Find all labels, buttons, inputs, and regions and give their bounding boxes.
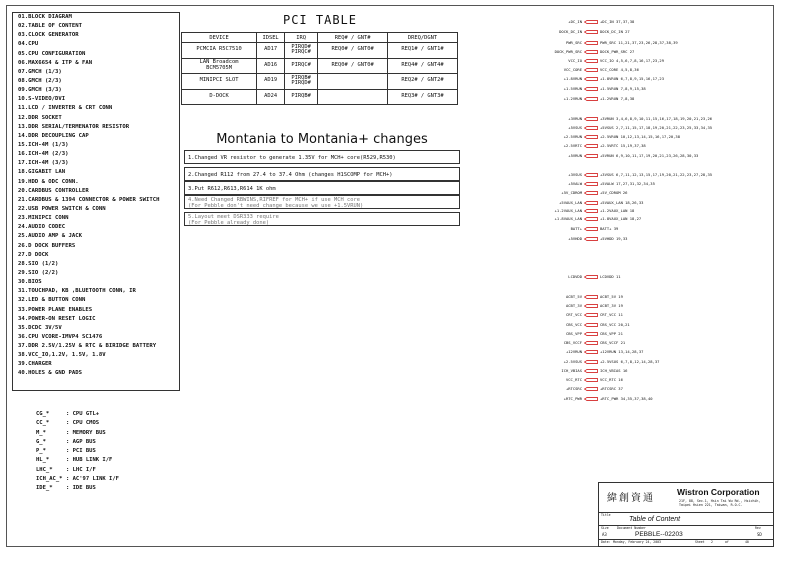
power-connector-icon xyxy=(584,77,598,81)
legend-key: CG_* xyxy=(36,411,50,417)
pci-row xyxy=(182,58,458,74)
legend-row xyxy=(36,438,119,447)
signal-row xyxy=(520,367,780,375)
power-signal-list xyxy=(520,0,780,420)
company-name: Wistron Corporation xyxy=(677,487,760,497)
toc-item: 18.GIGABIT LAN xyxy=(18,169,66,176)
signal-pages: ACBT_5V 19 xyxy=(600,294,623,299)
signal-row xyxy=(520,95,780,103)
signal-row xyxy=(520,376,780,384)
toc-item: 05.CPU CONFIGURATION xyxy=(18,50,86,57)
power-connector-icon xyxy=(584,154,598,158)
divider xyxy=(599,512,773,513)
signal-name: DOCK_DC_IN xyxy=(559,29,582,34)
toc-item: 02.TABLE OF CONTENT xyxy=(18,23,82,30)
pci-row xyxy=(182,74,458,90)
legend-desc: : HUB LINK I/F xyxy=(66,457,113,464)
signal-pages: CBS_VPP 21 xyxy=(600,331,623,336)
signal-row xyxy=(520,142,780,150)
pci-cell: REQ0# / GNT0# xyxy=(318,43,388,59)
power-connector-icon xyxy=(584,97,598,101)
size-value: A3 xyxy=(602,532,607,537)
signal-row xyxy=(520,225,780,233)
title-block xyxy=(598,482,774,547)
power-connector-icon xyxy=(584,182,598,186)
power-connector-icon xyxy=(584,135,598,139)
legend-key: HL_* xyxy=(36,457,50,464)
pci-cell: LAN Broadcom BCM5705M xyxy=(182,58,257,74)
power-connector-icon xyxy=(584,332,598,336)
montania-changes-list xyxy=(184,150,460,232)
signal-pages: BATT+ 39 xyxy=(600,226,619,231)
toc-item: 31.TOUCHPAD, KB ,BLUETOOTH CONN, IR xyxy=(18,288,136,295)
power-connector-icon xyxy=(584,397,598,401)
signal-name: CBS_VPP xyxy=(565,331,582,336)
signal-pages: +3VSUS 6,7,11,12,13,15,17,19,20,21,22,23,27,28,35 xyxy=(600,172,713,177)
pci-table xyxy=(181,32,458,105)
document-title: Table of Content xyxy=(629,516,681,523)
signal-name: ACBT_5V xyxy=(565,294,582,299)
toc-item: 11.LCD / INVERTER & CRT CONN xyxy=(18,105,113,112)
size-label: Size xyxy=(601,526,609,530)
toc-item: 19.HDD & ODC CONN. xyxy=(18,178,79,185)
toc-item: 39.CHARGER xyxy=(18,361,52,368)
toc-item: 23.MINIPCI CONN xyxy=(18,215,69,222)
signal-row xyxy=(520,302,780,310)
signal-row xyxy=(520,339,780,347)
pci-header: DREQ/DGNT xyxy=(388,33,458,43)
signal-name: VCC_CORE xyxy=(563,67,582,72)
pci-cell: PIRQB# xyxy=(285,89,318,105)
toc-item: 27.D DOCK xyxy=(18,251,49,258)
signal-pages: PWR_SRC 11,21,37,23,26,28,37,38,39 xyxy=(600,40,678,45)
signal-name: +1.8VAUX_LAN xyxy=(554,216,582,221)
legend-key: IDE_* xyxy=(36,485,53,492)
signal-name: +5V_CDROM xyxy=(561,190,582,195)
signal-row xyxy=(520,189,780,197)
signal-pages: +RTCSRC 37 xyxy=(600,386,623,391)
toc-item: 06.MAX6654 & ITP & FAN xyxy=(18,59,93,66)
table-of-contents xyxy=(12,12,180,391)
toc-item: 36.CPU VCORE-IMVP4 SC1476 xyxy=(18,333,103,340)
signal-name: PWR_SRC xyxy=(565,40,582,45)
power-connector-icon xyxy=(584,350,598,354)
signal-name: +DC_IN xyxy=(568,19,582,24)
signal-pages: +1.5VRUN 7,8,9,15,38 xyxy=(600,86,646,91)
date-label: Date: xyxy=(601,540,611,544)
pci-cell: PIRQB# PIRQD# xyxy=(285,74,318,90)
signal-name: +2.5VRTC xyxy=(563,143,582,148)
signal-pages: DOCK_DC_IN 27 xyxy=(600,29,630,34)
rev-label: Rev xyxy=(755,526,761,530)
signal-row xyxy=(520,321,780,329)
legend-desc: : AGP BUS xyxy=(66,438,96,445)
signal-row xyxy=(520,395,780,403)
signal-pages: +2.5VRUN 10,12,13,14,15,16,17,20,38 xyxy=(600,134,681,139)
title-label: Title xyxy=(601,513,611,517)
signal-pages: +1.2VRUN 7,8,38 xyxy=(600,96,635,101)
legend-row xyxy=(36,484,119,493)
toc-item: 13.DDR SERIAL/TERMENATOR RESISTOR xyxy=(18,123,130,130)
signal-pages: LCDVDD 11 xyxy=(600,274,621,279)
power-connector-icon xyxy=(584,50,598,54)
legend-key: LHC_* xyxy=(36,466,53,473)
pci-cell: REQ0# / GNT0# xyxy=(318,58,388,74)
toc-item: 04.CPU xyxy=(18,41,39,48)
signal-row xyxy=(520,348,780,356)
toc-item: 29.SIO (2/2) xyxy=(18,269,59,276)
toc-item: 24.AUDIO CODEC xyxy=(18,224,66,231)
legend-key: G_* xyxy=(36,438,46,445)
signal-pages: +5VHDD 19,33 xyxy=(600,236,628,241)
signal-pages: VCC_CORE 4,5,8,36 xyxy=(600,67,639,72)
toc-item: 09.GMCH (3/3) xyxy=(18,87,62,94)
signal-pages: CBS_VCCF 21 xyxy=(600,340,626,345)
signal-row xyxy=(520,133,780,141)
company-logo-chinese: 緯創資通 xyxy=(607,493,655,504)
signal-row xyxy=(520,115,780,123)
toc-item: 16.ICH-4M (2/3) xyxy=(18,151,69,158)
signal-name: ICH_VBIAS xyxy=(561,368,582,373)
power-connector-icon xyxy=(584,20,598,24)
power-connector-icon xyxy=(584,68,598,72)
signal-name: +1.5VRUN xyxy=(563,86,582,91)
pci-cell: PCMCIA R5C7510 xyxy=(182,43,257,59)
power-connector-icon xyxy=(584,126,598,130)
signal-name: ACBT_3V xyxy=(565,303,582,308)
signal-pages: +5V_CDROM 26 xyxy=(600,190,628,195)
pci-cell xyxy=(318,74,388,90)
power-connector-icon xyxy=(584,295,598,299)
legend-desc: : CPU CMOS xyxy=(66,420,100,427)
signal-pages: ACBT_3V 19 xyxy=(600,303,623,308)
pci-header: IDSEL xyxy=(257,33,285,43)
pci-cell: AD24 xyxy=(257,89,285,105)
toc-item: 40.HOLES & GND PADS xyxy=(18,370,82,377)
power-connector-icon xyxy=(584,360,598,364)
legend-desc: : AC'97 LINK I/F xyxy=(66,476,119,483)
power-connector-icon xyxy=(584,209,598,213)
signal-name: +5VAUX_LAN xyxy=(559,200,582,205)
power-connector-icon xyxy=(584,313,598,317)
signal-name: +2.5VRUN xyxy=(563,134,582,139)
signal-name: +RTC_PWR xyxy=(563,396,582,401)
legend-key: P_* xyxy=(36,448,46,455)
signal-name: +12VRUN xyxy=(565,349,582,354)
toc-item: 20.CARDBUS CONTROLLER xyxy=(18,187,89,194)
toc-item: 21.CARDBUS & 1394 CONNECTOR & POWER SWITCH xyxy=(18,196,160,203)
signal-row xyxy=(520,48,780,56)
change-item: 1.Changed VR resistor to generate 1.35V for MCH+ core(R529,R530) xyxy=(184,150,460,164)
signal-pages: +1.8VAUX_LAN 18,27 xyxy=(600,216,642,221)
power-connector-icon xyxy=(584,191,598,195)
signal-row xyxy=(520,75,780,83)
change-item: 4.Need Changed RBWINS,RIFREF for MCH+ if use MCH core (For Pebble don't need change because we use +1.5VRUN) xyxy=(184,195,460,209)
power-connector-icon xyxy=(584,173,598,177)
toc-item: 14.DDR DECOUPLING CAP xyxy=(18,132,89,139)
pci-cell: REQ3# / GNT3# xyxy=(388,89,458,105)
toc-item: 37.DDR 2.5V/1.25V & RTC & BIRIDGE BATTERY xyxy=(18,343,157,350)
legend-row xyxy=(36,419,119,428)
signal-pages: +5VALW 17,27,31,32,34,35 xyxy=(600,181,655,186)
signal-row xyxy=(520,39,780,47)
signal-row xyxy=(520,235,780,243)
company-address: 21F, 88, Sec.1, Hsin Tai Wu Rd., Hsichih, Taipei Hsien 221, Taiwan, R.O.C. xyxy=(679,499,761,508)
signal-name: +2.5VSUS xyxy=(563,359,582,364)
legend-row xyxy=(36,447,119,456)
signal-row xyxy=(520,330,780,338)
signal-name: LCDVDD xyxy=(568,274,582,279)
signal-name: VCC_IO xyxy=(568,58,582,63)
signal-name: +RTCSRC xyxy=(565,386,582,391)
signal-name: DOCK_PWR_SRC xyxy=(554,49,582,54)
toc-item: 12.DDR SOCKET xyxy=(18,114,62,121)
signal-name: +3VRUN xyxy=(568,116,582,121)
power-connector-icon xyxy=(584,275,598,279)
signal-name: CBS_VCCF xyxy=(563,340,582,345)
power-connector-icon xyxy=(584,304,598,308)
legend-desc: : MEMORY BUS xyxy=(66,429,106,436)
legend-row xyxy=(36,429,119,438)
toc-item: 22.USB POWER SWITCH & CONN xyxy=(18,205,106,212)
pci-cell: REQ4# / GNT4# xyxy=(388,58,458,74)
legend-desc: : PCI BUS xyxy=(66,448,96,455)
of-label: of xyxy=(725,540,729,544)
legend-key: CC_* xyxy=(36,420,50,427)
signal-pages: +1.8VRUN 6,7,8,9,15,16,17,23 xyxy=(600,76,665,81)
toc-item: 33.POWER PLANE ENABLES xyxy=(18,306,93,313)
power-connector-icon xyxy=(584,217,598,221)
signal-pages: ICH_VBIAS 16 xyxy=(600,368,628,373)
pci-cell: REQ2# / GNT2# xyxy=(388,74,458,90)
signal-row xyxy=(520,385,780,393)
toc-item: 28.SIO (1/2) xyxy=(18,260,59,267)
signal-row xyxy=(520,28,780,36)
signal-row xyxy=(520,66,780,74)
signal-pages: +1.2VAUX_LAN 18 xyxy=(600,208,635,213)
signal-pages: +2.5VRTC 15,19,37,38 xyxy=(600,143,646,148)
signal-name: +5VSUS xyxy=(568,125,582,130)
legend-row xyxy=(36,475,119,484)
signal-row xyxy=(520,124,780,132)
toc-item: 34.POWER-ON RESET LOGIC xyxy=(18,315,96,322)
toc-item: 01.BLOCK DIAGRAM xyxy=(18,14,72,20)
sheet-value: 2 xyxy=(711,540,713,544)
pci-header: DEVICE xyxy=(182,33,257,43)
signal-name: +3VSUS xyxy=(568,172,582,177)
signal-pages: +3VRUN 3,4,6,8,9,10,11,15,16,17,18,19,20,21,23,26 xyxy=(600,116,713,121)
signal-row xyxy=(520,215,780,223)
pci-cell: PIRQD# PIRQC# xyxy=(285,43,318,59)
signal-row xyxy=(520,293,780,301)
legend-desc: : CPU GTL+ xyxy=(66,411,100,417)
toc-item: 17.ICH-4M (3/3) xyxy=(18,160,69,167)
pci-row xyxy=(182,43,458,59)
signal-pages: +5VAUX_LAN 18,26,33 xyxy=(600,200,644,205)
change-item: 3.Put R612,R613,R614 1K ohm xyxy=(184,181,460,195)
signal-pages: CBS_VCC 20,21 xyxy=(600,322,630,327)
signal-pages: +12VRUN 13,14,28,37 xyxy=(600,349,644,354)
signal-pages: +5VSUS 2,7,11,15,17,18,19,20,21,22,23,25,33,34,35 xyxy=(600,125,713,130)
power-connector-icon xyxy=(584,227,598,231)
power-connector-icon xyxy=(584,201,598,205)
power-connector-icon xyxy=(584,144,598,148)
signal-pages: DOCK_PWR_SRC 27 xyxy=(600,49,635,54)
pci-cell: AD19 xyxy=(257,74,285,90)
pci-cell: AD17 xyxy=(257,43,285,59)
signal-name: CRT_VCC xyxy=(565,312,582,317)
signal-name: +5VHDD xyxy=(568,236,582,241)
signal-row xyxy=(520,57,780,65)
signal-name: +1.8VRUN xyxy=(563,76,582,81)
power-connector-icon xyxy=(584,369,598,373)
signal-name: +1.2VRUN xyxy=(563,96,582,101)
toc-item: 10.S-VIDEO/DVI xyxy=(18,96,66,103)
signal-pages: +2.5VSUS 6,7,8,12,14,28,37 xyxy=(600,359,660,364)
document-number: PEBBLE--02203 xyxy=(635,531,683,538)
power-connector-icon xyxy=(584,87,598,91)
signal-name: +5VRUN xyxy=(568,153,582,158)
power-connector-icon xyxy=(584,117,598,121)
signal-name: VCC_RTC xyxy=(565,377,582,382)
signal-prefix-legend xyxy=(36,410,119,494)
signal-name: +5VALW xyxy=(568,181,582,186)
change-item: 5.Layout meet DSR333 require (For Pebble already done) xyxy=(184,212,460,226)
signal-pages: CRT_VCC 11 xyxy=(600,312,623,317)
pci-table-title: PCI TABLE xyxy=(282,13,358,27)
toc-item: 07.GMCH (1/3) xyxy=(18,68,62,75)
legend-row xyxy=(36,456,119,465)
signal-name: BATT+ xyxy=(570,226,582,231)
power-connector-icon xyxy=(584,237,598,241)
power-connector-icon xyxy=(584,59,598,63)
toc-item: 30.BIOS xyxy=(18,279,42,286)
toc-item: 38.VCC_IO,1.2V, 1.5V, 1.8V xyxy=(18,352,106,359)
toc-item: 35.DCDC 3V/5V xyxy=(18,324,62,331)
signal-row xyxy=(520,18,780,26)
signal-row xyxy=(520,311,780,319)
legend-desc: : IDE BUS xyxy=(66,485,96,492)
power-connector-icon xyxy=(584,30,598,34)
power-connector-icon xyxy=(584,41,598,45)
pci-cell: REQ1# / GNT1# xyxy=(388,43,458,59)
montania-changes-title: Montania to Montania+ changes xyxy=(216,132,428,147)
toc-item: 26.D DOCK BUFFERS xyxy=(18,242,76,249)
power-connector-icon xyxy=(584,341,598,345)
toc-item: 03.CLOCK GENERATOR xyxy=(18,32,79,39)
docno-label: Document Number xyxy=(617,526,646,530)
signal-row xyxy=(520,207,780,215)
legend-desc: : LHC I/F xyxy=(66,466,96,473)
signal-name: CBS_VCC xyxy=(565,322,582,327)
legend-key: ICH_AC_* xyxy=(36,476,63,483)
signal-pages: +RTC_PWR 34,35,37,38,40 xyxy=(600,396,653,401)
signal-pages: VCC_IO 4,5,6,7,8,16,17,23,29 xyxy=(600,58,665,63)
toc-item: 25.AUDIO AMP & JACK xyxy=(18,233,82,240)
toc-item: 32.LED & BUTTON CONN xyxy=(18,297,86,304)
change-item: 2.Changed R112 from 27.4 to 37.4 Ohm (changes H1SCOMP for MCH+) xyxy=(184,167,460,181)
signal-row xyxy=(520,273,780,281)
pci-cell: AD16 xyxy=(257,58,285,74)
pci-header: IRQ xyxy=(285,33,318,43)
toc-item: 08.GMCH (2/3) xyxy=(18,77,62,84)
pci-cell xyxy=(318,89,388,105)
pci-row xyxy=(182,89,458,105)
legend-key: M_* xyxy=(36,429,46,436)
power-connector-icon xyxy=(584,323,598,327)
pci-header: REQ# / GNT# xyxy=(318,33,388,43)
signal-row xyxy=(520,171,780,179)
signal-pages: +DC_IN 37,37,38 xyxy=(600,19,635,24)
legend-row xyxy=(36,466,119,475)
signal-name: +1.2VAUX_LAN xyxy=(554,208,582,213)
signal-pages: VCC_RTC 16 xyxy=(600,377,623,382)
sheet-total: 40 xyxy=(745,540,749,544)
pci-cell: PIRQC# xyxy=(285,58,318,74)
power-connector-icon xyxy=(584,387,598,391)
pci-cell: MINIPCI SLOT xyxy=(182,74,257,90)
sheet-label: Sheet xyxy=(695,540,705,544)
date-value: Monday, February 24, 2003 xyxy=(613,540,661,544)
signal-row xyxy=(520,199,780,207)
pci-cell: D-DOCK xyxy=(182,89,257,105)
power-connector-icon xyxy=(584,378,598,382)
signal-row xyxy=(520,85,780,93)
rev-value: SD xyxy=(757,532,762,537)
signal-row xyxy=(520,152,780,160)
signal-pages: +5VRUN 6,9,10,11,17,19,20,21,23,26,28,30,33 xyxy=(600,153,699,158)
toc-item: 15.ICH-4M (1/3) xyxy=(18,141,69,148)
legend-row xyxy=(36,410,119,419)
signal-row xyxy=(520,358,780,366)
signal-row xyxy=(520,180,780,188)
